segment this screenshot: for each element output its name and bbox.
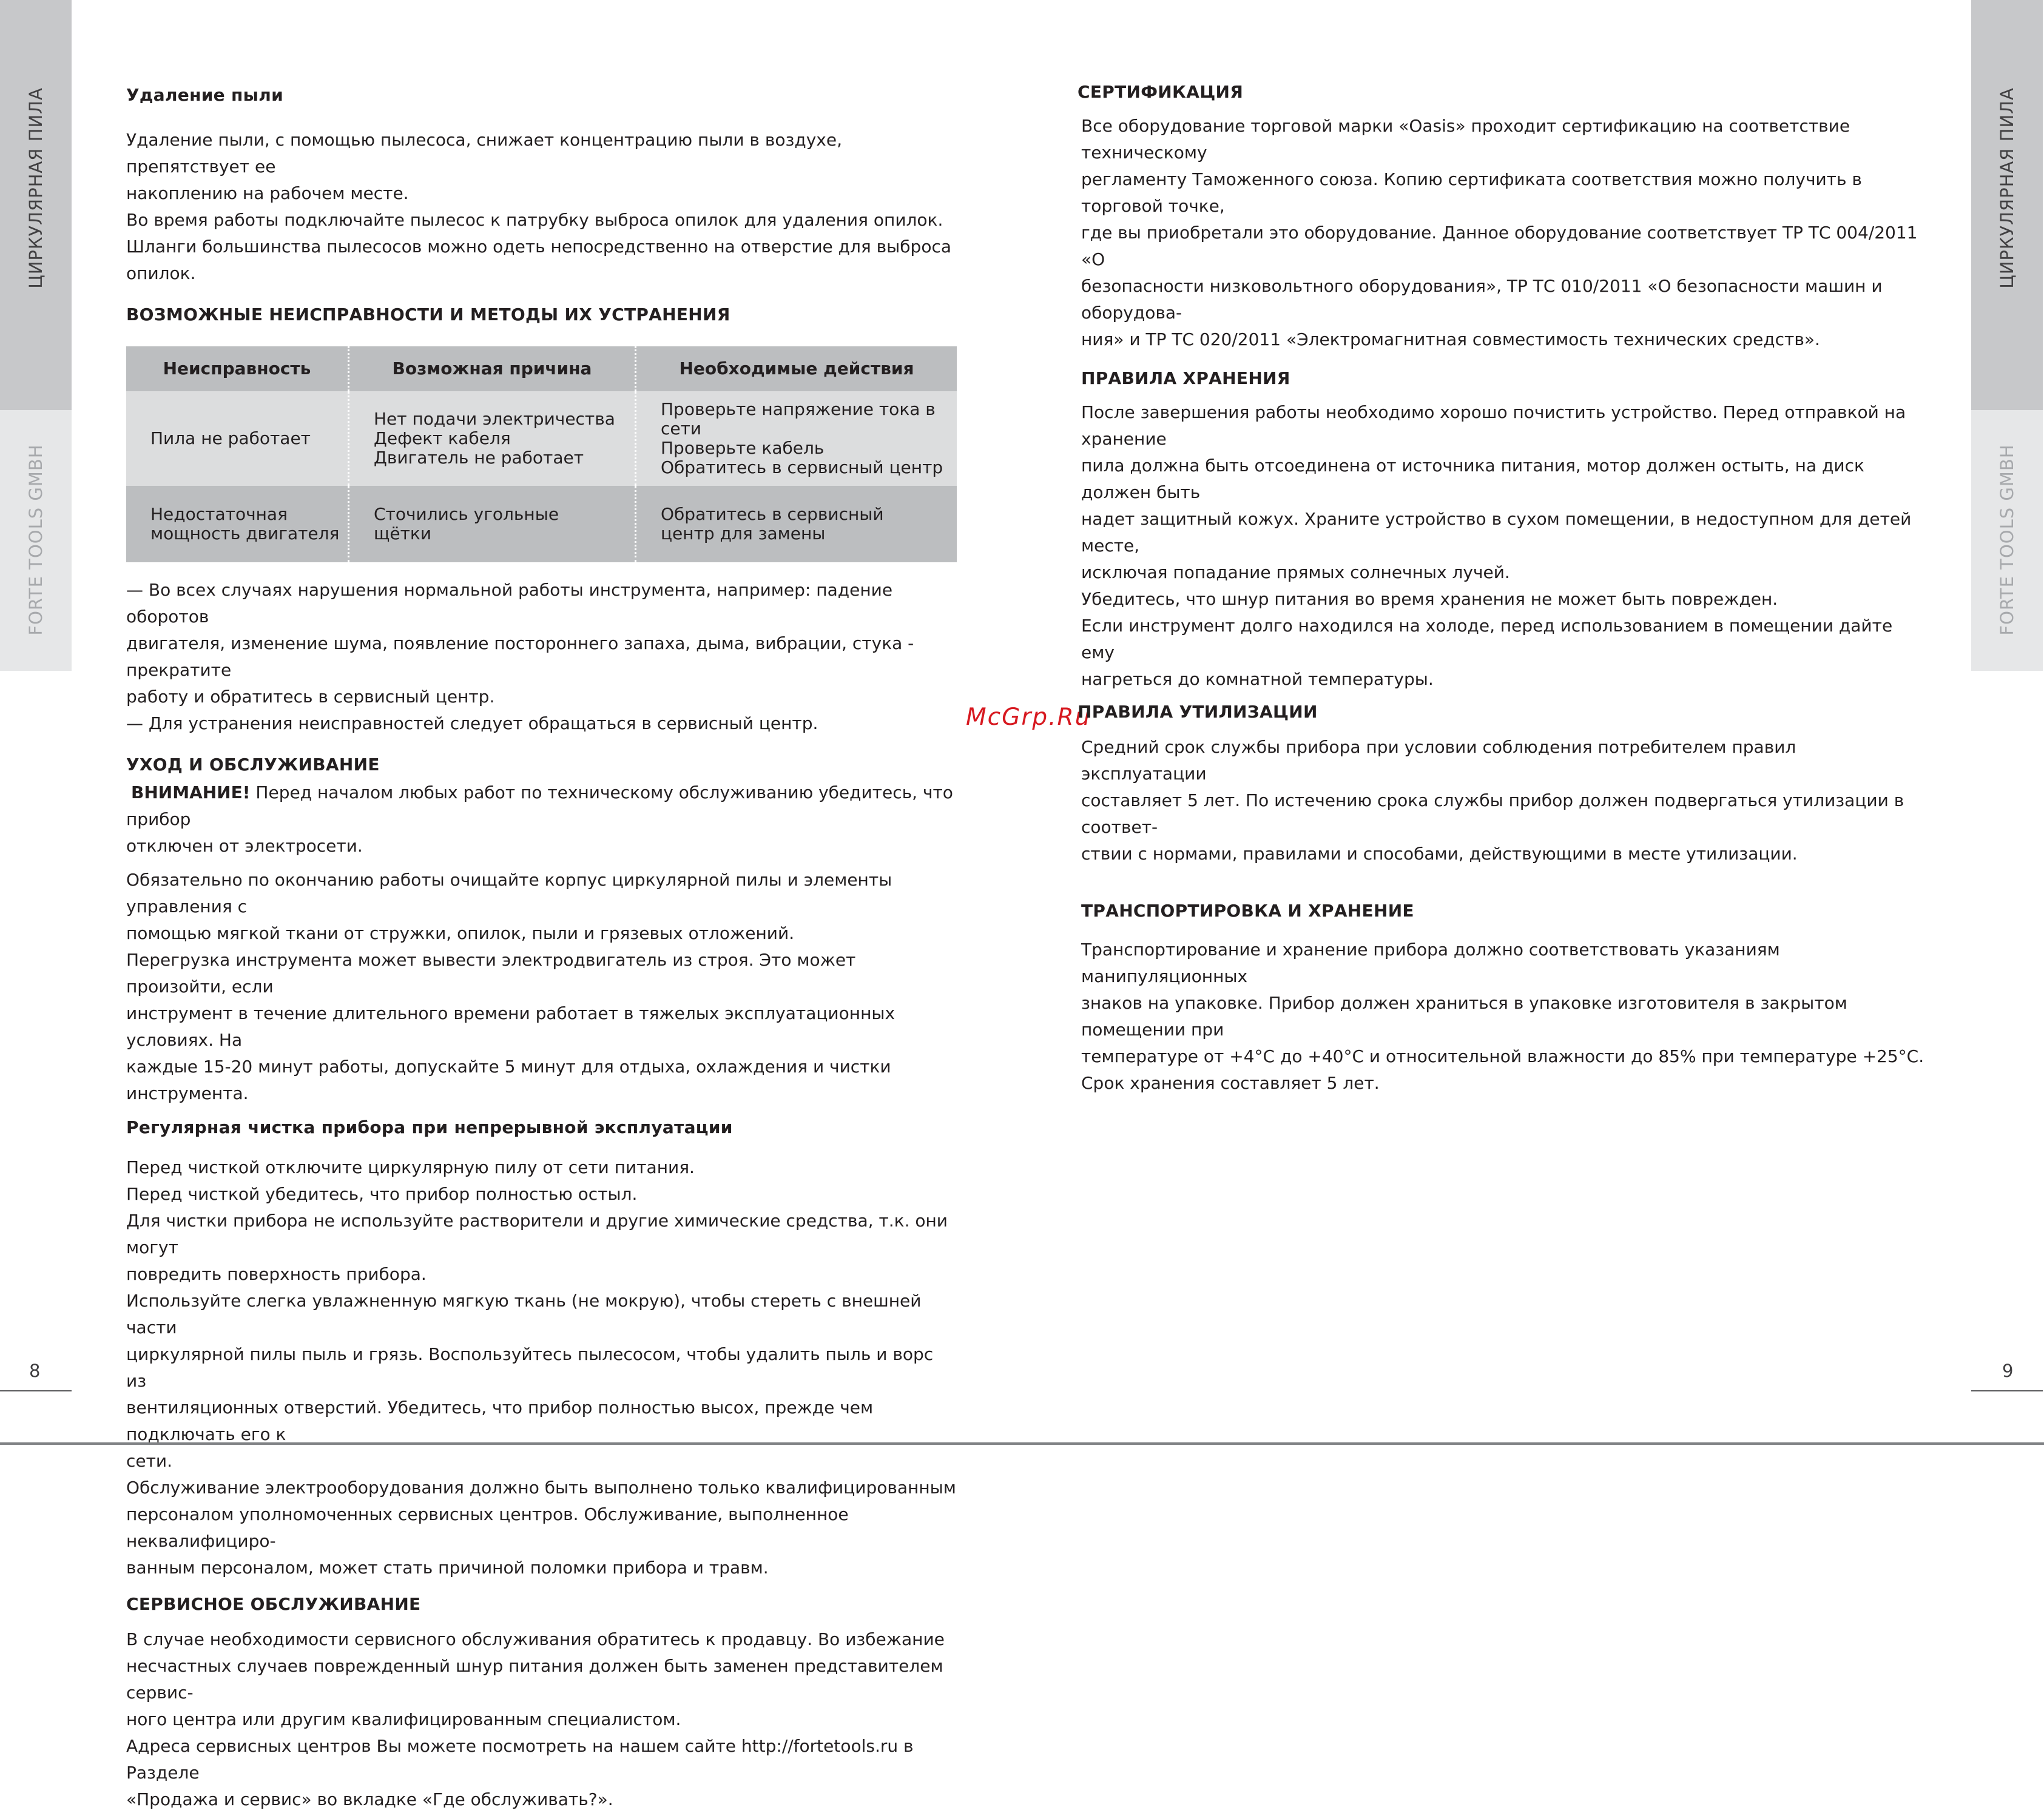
text-line: После завершения работы необходимо хорошо почистить устройство. Перед отправкой на хранение [1081, 402, 1906, 449]
warning-label: ВНИМАНИЕ! [131, 782, 251, 802]
side-tab-title-left [0, 0, 72, 410]
page-number-left: 8 [29, 1361, 41, 1381]
regular-heading: Регулярная чистка прибора при непрерывной эксплуатации [126, 1117, 733, 1137]
text-line: составляет 5 лет. По истечению срока службы прибор должен подвергаться утилизации в соответ- [1081, 790, 1904, 837]
disposal-text [1081, 734, 1924, 867]
table-header: Необходимые действия [636, 346, 957, 391]
transport-heading: ТРАНСПОРТИРОВКА И ХРАНЕНИЕ [1081, 901, 1414, 921]
text-line: — Для устранения неисправностей следует обращаться в сервисный центр. [126, 713, 818, 733]
text-line: пила должна быть отсоединена от источника питания, мотор должен остыть, на диск должен быть [1081, 456, 1864, 502]
text-line: ванным персоналом, может стать причиной поломки прибора и травм. [126, 1558, 769, 1578]
text-line: Перед чисткой убедитесь, что прибор полностью остыл. [126, 1184, 638, 1204]
text-line: каждые 15-20 минут работы, допускайте 5 минут для отдыха, охлаждения и чистки инструмента. [126, 1057, 891, 1103]
table-header: Неисправность [126, 346, 349, 391]
text-line: несчастных случаев поврежденный шнур питания должен быть заменен представителем сервис- [126, 1656, 943, 1703]
text-line: Если инструмент долго находился на холоде, перед использованием в помещении дайте ему [1081, 616, 1893, 662]
text-line: нагреться до комнатной температуры. [1081, 669, 1434, 689]
text-line: Перед чисткой отключите циркулярную пилу от сети питания. [126, 1157, 695, 1177]
faults-table [126, 346, 957, 562]
text-line: Транспортирование и хранение прибора должно соответствовать указаниям манипуляционных [1081, 940, 1780, 986]
side-title-text: ЦИРКУЛЯРНАЯ ПИЛА [1997, 87, 2017, 289]
text-line: Перегрузка инструмента может вывести электродвигатель из строя. Это может произойти, если [126, 950, 856, 997]
footer-line-left [0, 1390, 72, 1391]
text-line: Адреса сервисных центров Вы можете посмотреть на нашем сайте http://fortetools.ru в Разделе [126, 1736, 914, 1783]
text-line: безопасности низковольтного оборудования», ТР ТС 010/2011 «О безопасности машин и оборудова- [1081, 276, 1883, 323]
table-cell: Сточились угольные щётки [349, 486, 636, 562]
text-line: «Продажа и сервис» во вкладке «Где обслуживать?». [126, 1789, 613, 1809]
text-line: В случае необходимости сервисного обслуживания обратитесь к продавцу. Во избежание [126, 1629, 945, 1649]
side-brand-text: FORTE TOOLS GMBH [1997, 444, 2017, 636]
side-tab-title-right [1971, 0, 2043, 410]
text-line: ного центра или другим квалифицированным специалистом. [126, 1709, 681, 1729]
text-line: накоплению на рабочем месте. [126, 183, 409, 203]
text-line: исключая попадание прямых солнечных лучей. [1081, 562, 1510, 582]
table-cell: Пила не работает [126, 391, 349, 486]
cert-heading: СЕРТИФИКАЦИЯ [1078, 82, 1244, 102]
text-line: где вы приобретали это оборудование. Данное оборудование соответствует ТР ТС 004/2011 «О [1081, 223, 1918, 269]
footer-line-right [1971, 1390, 2043, 1391]
storage-heading: ПРАВИЛА ХРАНЕНИЯ [1081, 368, 1290, 388]
transport-text [1081, 937, 1924, 1097]
side-tab-brand-left [0, 410, 72, 671]
side-brand-text: FORTE TOOLS GMBH [25, 444, 46, 636]
text-line: Срок хранения составляет 5 лет. [1081, 1073, 1380, 1093]
text-line: работу и обратитесь в сервисный центр. [126, 687, 495, 707]
text-line: — Во всех случаях нарушения нормальной работы инструмента, например: падение оборотов [126, 580, 893, 627]
text-line: температуре от +4°C до +40°C и относительной влажности до 85% при температуре +25°C. [1081, 1046, 1924, 1066]
text-line: сети. [126, 1451, 173, 1471]
text-line: Средний срок службы прибора при условии соблюдения потребителем правил эксплуатации [1081, 737, 1796, 784]
text-line: Обязательно по окончанию работы очищайте корпус циркулярной пилы и элементы управления с [126, 870, 892, 917]
faults-notes [126, 577, 959, 737]
service-text [126, 1626, 959, 1813]
text-line: надет защитный кожух. Храните устройство в сухом помещении, в недоступном для детей месте, [1081, 509, 1912, 556]
left-column [126, 82, 959, 1813]
text-line: отключен от электросети. [126, 836, 363, 856]
text-line: Во время работы подключайте пылесос к патрубку выброса опилок для удаления опилок. [126, 210, 943, 230]
table-cell: Обратитесь в сервисный центр для замены [636, 486, 957, 562]
text-line: знаков на упаковке. Прибор должен храниться в упаковке изготовителя в закрытом помещении при [1081, 993, 1847, 1040]
care-text [126, 867, 959, 1107]
text-line: двигателя, изменение шума, появление постороннего запаха, дыма, вибрации, стука - прекратите [126, 633, 914, 680]
side-tab-brand-right [1971, 410, 2043, 671]
text-line: персоналом уполномоченных сервисных центров. Обслуживание, выполненное неквалифициро- [126, 1504, 849, 1551]
text-line: вентиляционных отверстий. Убедитесь, что прибор полностью высох, прежде чем подключать его к [126, 1398, 874, 1444]
dust-text [126, 127, 959, 287]
page-number-right: 9 [2002, 1361, 2014, 1381]
table-cell: Недостаточная мощность двигателя [126, 486, 349, 562]
text-line: регламенту Таможенного союза. Копию сертификата соответствия можно получить в торговой точке, [1081, 169, 1862, 216]
service-heading: СЕРВИСНОЕ ОБСЛУЖИВАНИЕ [126, 1594, 421, 1614]
table-header: Возможная причина [349, 346, 636, 391]
text-line: Удаление пыли, с помощью пылесоса, снижает концентрацию пыли в воздухе, препятствует ее [126, 130, 842, 177]
care-heading: УХОД И ОБСЛУЖИВАНИЕ [126, 755, 380, 775]
dust-heading: Удаление пыли [126, 85, 283, 105]
text-line: повредить поверхность прибора. [126, 1264, 427, 1284]
warning-line [126, 779, 959, 833]
table-cell: Проверьте напряжение тока в сети Проверьте кабель Обратитесь в сервисный центр [636, 391, 957, 486]
cert-text [1081, 113, 1924, 353]
text-line: Используйте слегка увлажненную мягкую ткань (не мокрую), чтобы стереть с внешней части [126, 1291, 922, 1337]
regular-text [126, 1154, 959, 1581]
table-row [126, 391, 957, 486]
text-line: инструмент в течение длительного времени работает в тяжелых эксплуатационных условиях. На [126, 1003, 896, 1050]
faults-heading: ВОЗМОЖНЫЕ НЕИСПРАВНОСТИ И МЕТОДЫ ИХ УСТРАНЕНИЯ [126, 304, 730, 325]
text-line: циркулярной пилы пыль и грязь. Воспользуйтесь пылесосом, чтобы удалить пыль и ворс из [126, 1344, 934, 1391]
disposal-heading: ПРАВИЛА УТИЛИЗАЦИИ [1078, 702, 1318, 722]
text-line: помощью мягкой ткани от стружки, опилок, пыли и грязевых отложений. [126, 923, 795, 943]
text-line: ния» и ТР ТС 020/2011 «Электромагнитная совместимость технических средств». [1081, 329, 1820, 349]
watermark: McGrp.Ru [966, 704, 1091, 731]
text-line: Для чистки прибора не используйте растворители и другие химические средства, т.к. они могут [126, 1211, 948, 1257]
text-line: Шланги большинства пылесосов можно одеть непосредственно на отверстие для выброса опилок. [126, 237, 952, 283]
text-line: ствии с нормами, правилами и способами, действующими в месте утилизации. [1081, 844, 1798, 864]
table-row [126, 486, 957, 562]
text-line: Все оборудование торговой марки «Oasis» проходит сертификацию на соответствие техническому [1081, 116, 1850, 163]
side-title-text: ЦИРКУЛЯРНАЯ ПИЛА [25, 87, 46, 289]
table-cell: Нет подачи электричества Дефект кабеля Двигатель не работает [349, 391, 636, 486]
text-line: Обслуживание электрооборудования должно быть выполнено только квалифицированным [126, 1478, 956, 1498]
storage-text [1081, 399, 1924, 693]
text-line: Убедитесь, что шнур питания во время хранения не может быть поврежден. [1081, 589, 1778, 609]
right-column [1078, 79, 1924, 1097]
warning-text: Перед началом любых работ по техническому обслуживанию убедитесь, что прибор [126, 782, 953, 829]
